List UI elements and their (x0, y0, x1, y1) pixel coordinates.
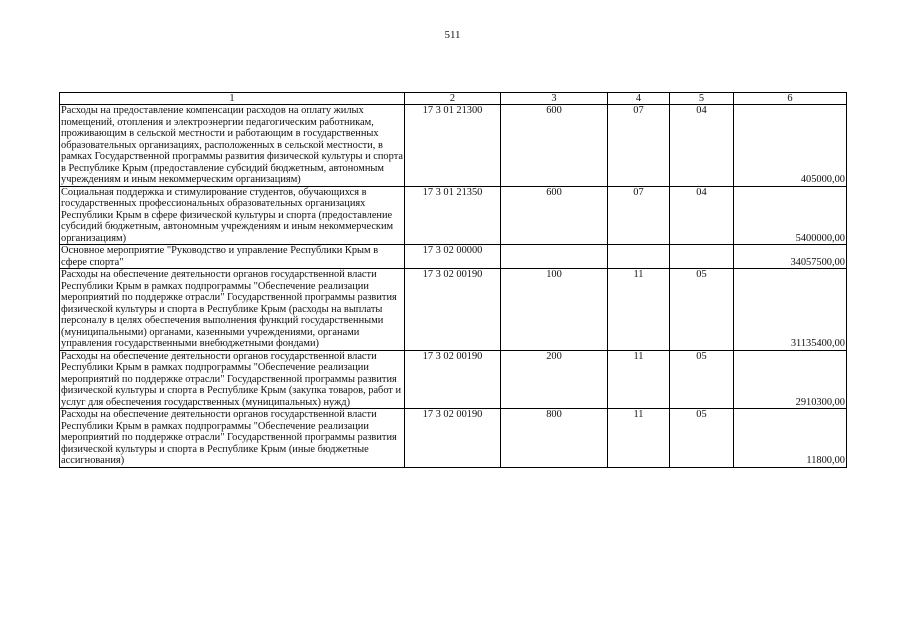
row-subsection (670, 245, 734, 269)
row-section: 07 (608, 186, 670, 245)
row-sum: 34057500,00 (734, 245, 847, 269)
row-section: 11 (608, 350, 670, 409)
row-expense-type: 200 (501, 350, 608, 409)
row-name: Расходы на обеспечение деятельности органов государственной власти Республики Крым в рамках подпрограммы "Обеспечение реализации мероприятий по поддержке отрасли" Государственной программы развития физической культуры и спорта в Республике Крым (расходы на выплаты персоналу в целях обеспечения выполнения функций государственными (муниципальными) органами, казенными учреждениями, органами управления государственными внебюджетными фондами) (60, 269, 405, 351)
row-sum: 2910300,00 (734, 350, 847, 409)
table-header-row (60, 93, 847, 105)
header-col-3: 3 (501, 93, 608, 105)
page-number: 511 (444, 29, 461, 41)
row-section: 07 (608, 105, 670, 187)
row-name: Расходы на обеспечение деятельности органов государственной власти Республики Крым в рамках подпрограммы "Обеспечение реализации мероприятий по поддержке отрасли" Государственной программы развития физической культуры и спорта в Республике Крым (иные бюджетные ассигнования) (60, 409, 405, 468)
row-section (608, 245, 670, 269)
row-code: 17 3 02 00190 (405, 409, 501, 468)
row-name: Расходы на предоставление компенсации расходов на оплату жилых помещений, отопления и электроэнергии педагогическим работникам, проживающим в сельской местности и работающим в государственных образовательных организациях, расположенных в сельской местности, в рамках Государственной программы развития физической культуры и спорта в Республике Крым (предоставление субсидий бюджетным, автономным учреждениям и иным некоммерческим организациям) (61, 105, 403, 185)
row-code: 17 3 02 00000 (405, 245, 501, 269)
row-name: Расходы на обеспечение деятельности органов государственной власти Республики Крым в рамках подпрограммы "Обеспечение реализации мероприятий по поддержке отрасли" Государственной программы развития физической культуры и спорта в Республике Крым (закупка товаров, работ и услуг для обеспечения государственных (муниципальных) нужд) (60, 350, 405, 409)
header-col-5: 5 (670, 93, 734, 105)
table-row (60, 409, 847, 468)
row-subsection: 04 (670, 186, 734, 245)
row-code: 17 3 02 00190 (405, 350, 501, 409)
row-name: Основное мероприятие "Руководство и управление Республики Крым в сфере спорта" (60, 245, 405, 269)
row-sum: 405000,00 (734, 105, 847, 187)
row-expense-type: 600 (501, 105, 608, 187)
header-col-2: 2 (405, 93, 501, 105)
table-row (60, 186, 847, 245)
row-subsection: 05 (670, 350, 734, 409)
row-sum: 31135400,00 (734, 269, 847, 351)
budget-table (59, 92, 847, 468)
header-col-1: 1 (60, 93, 405, 105)
row-expense-type: 800 (501, 409, 608, 468)
row-subsection: 05 (670, 409, 734, 468)
row-section: 11 (608, 269, 670, 351)
row-subsection: 05 (670, 269, 734, 351)
header-col-6: 6 (734, 93, 847, 105)
row-subsection: 04 (670, 105, 734, 187)
row-section: 11 (608, 409, 670, 468)
row-expense-type: 600 (501, 186, 608, 245)
row-code: 17 3 01 21300 (405, 105, 501, 187)
table-row (60, 105, 847, 187)
row-expense-type (501, 245, 608, 269)
row-expense-type: 100 (501, 269, 608, 351)
header-col-4: 4 (608, 93, 670, 105)
row-code: 17 3 01 21350 (405, 186, 501, 245)
table-row (60, 269, 847, 351)
row-name: Социальная поддержка и стимулирование студентов, обучающихся в государственных профессиональных образовательных организациях Республики Крым в сфере физической культуры и спорта (предоставление субсидий бюджетным, автономным учреждениям и иным некоммерческим организациям) (60, 186, 405, 245)
table-row (60, 350, 847, 409)
row-sum: 5400000,00 (734, 186, 847, 245)
row-sum: 11800,00 (734, 409, 847, 468)
row-code: 17 3 02 00190 (405, 269, 501, 351)
table-row (60, 245, 847, 269)
